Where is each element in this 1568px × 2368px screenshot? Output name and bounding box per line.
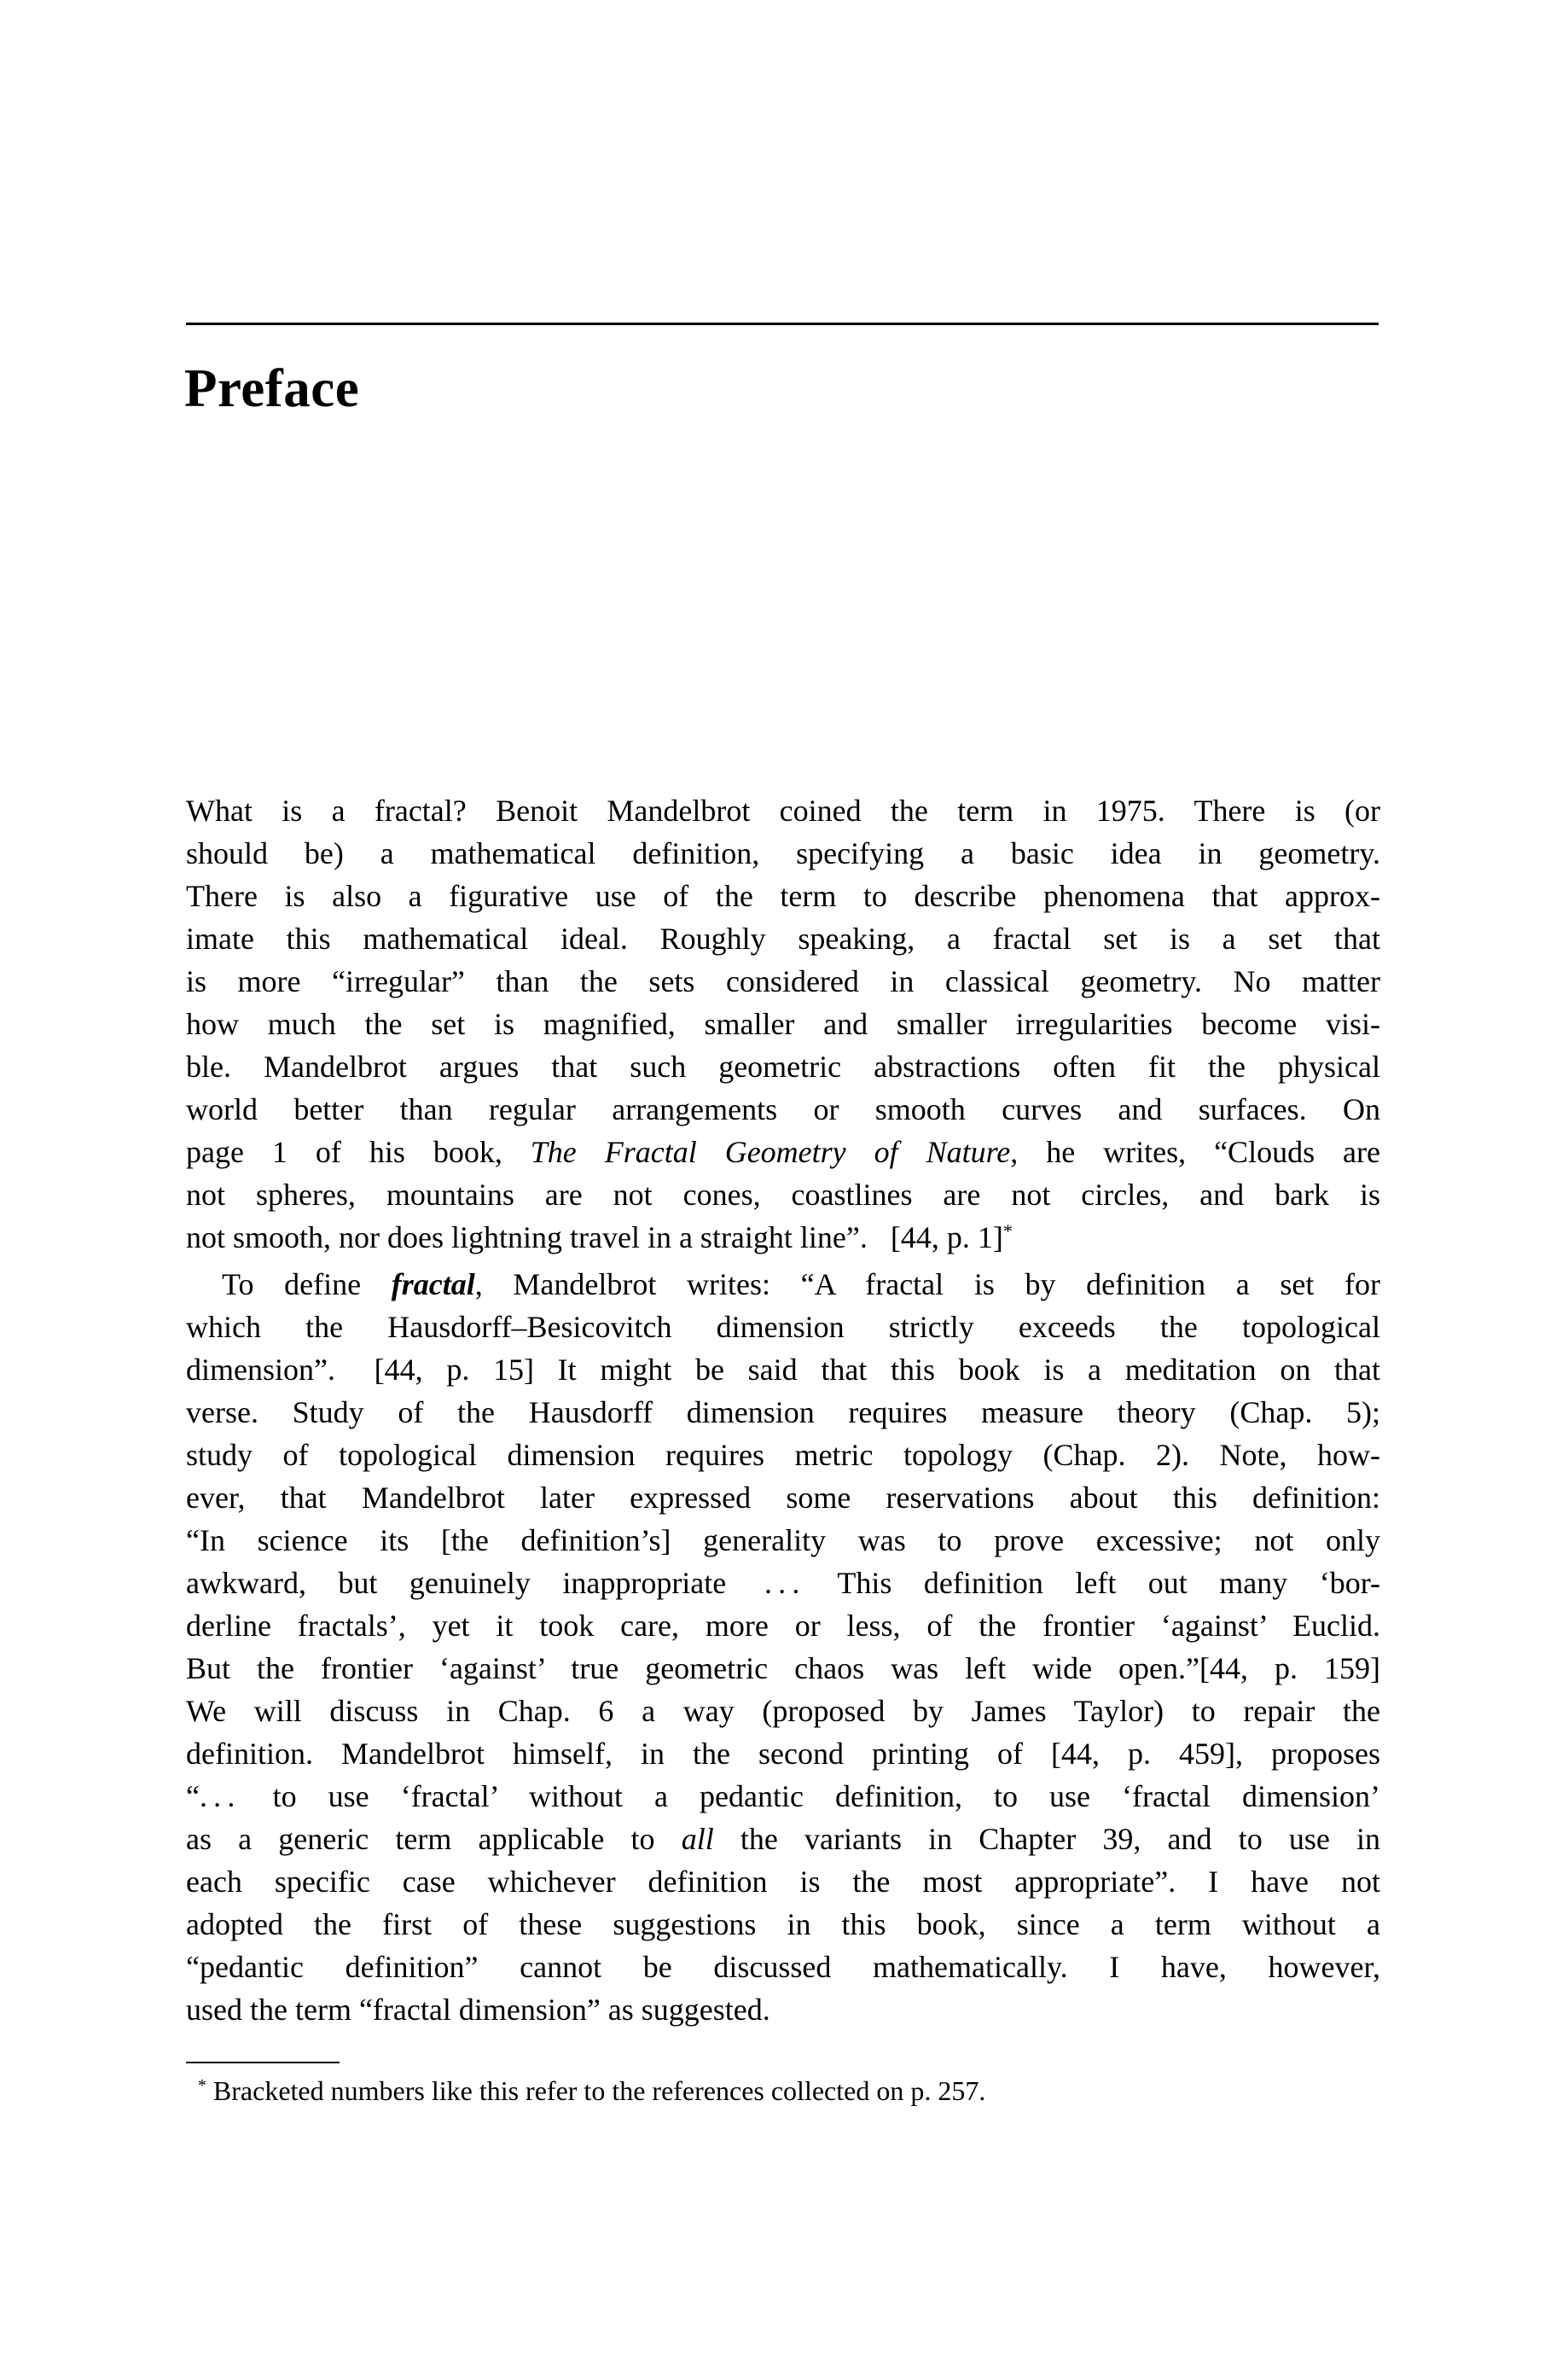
text-line: adopted the first of these suggestions in this book, since a term without a: [186, 1907, 1380, 1941]
text-line: What is a fractal? Benoit Mandelbrot coined the term in 1975. There is (or: [186, 794, 1380, 828]
text-line: * Bracketed numbers like this refer to the references collected on p. 257.: [198, 2075, 986, 2106]
text-line: dimension”. [44, p. 15] It might be said that this book is a meditation on that: [186, 1353, 1380, 1387]
page-title: Preface: [184, 358, 360, 418]
text-line: is more “irregular” than the sets considered in classical geometry. No matter: [186, 964, 1380, 998]
text-line: definition. Mandelbrot himself, in the second printing of [44, p. 459], proposes: [186, 1737, 1380, 1771]
text-line: ble. Mandelbrot argues that such geometric abstractions often fit the physical: [186, 1050, 1380, 1084]
paragraph: [186, 789, 1380, 1263]
text-line: not smooth, nor does lightning travel in a straight line”. [44, p. 1]*: [186, 1219, 1013, 1254]
text-line: We will discuss in Chap. 6 a way (proposed by James Taylor) to repair the: [186, 1694, 1380, 1728]
chapter-title-rule: [186, 323, 1379, 325]
text-line: But the frontier ‘against’ true geometric chaos was left wide open.”[44, p. 159]: [186, 1651, 1380, 1685]
text-line: should be) a mathematical definition, specifying a basic idea in geometry.: [186, 836, 1380, 870]
text-line: how much the set is magnified, smaller and smaller irregularities become visi-: [186, 1007, 1380, 1041]
text-line: “pedantic definition” cannot be discussed mathematically. I have, however,: [186, 1950, 1380, 1984]
text-line: each specific case whichever definition is the most appropriate”. I have not: [186, 1865, 1380, 1899]
text-line: derline fractals’, yet it took care, more or less, of the frontier ‘against’ Euclid.: [186, 1609, 1380, 1643]
body-paragraphs: [186, 789, 1380, 2031]
text-line: world better than regular arrangements or smooth curves and surfaces. On: [186, 1092, 1380, 1126]
text-line: “In science its [the definition’s] generality was to prove excessive; not only: [186, 1523, 1380, 1557]
text-line: awkward, but genuinely inappropriate . . . This definition left out many ‘bor-: [186, 1566, 1380, 1600]
footnote: [186, 2073, 1380, 2113]
text-line: There is also a figurative use of the term to describe phenomena that approx-: [186, 879, 1380, 913]
text-line: verse. Study of the Hausdorff dimension requires measure theory (Chap. 5);: [186, 1395, 1380, 1429]
text-line: as a generic term applicable to all the variants in Chapter 39, and to use in: [186, 1822, 1380, 1856]
text-line: used the term “fractal dimension” as suggested.: [186, 1993, 770, 2027]
paragraph: [186, 1263, 1380, 2031]
text-line: study of topological dimension requires metric topology (Chap. 2). Note, how-: [186, 1438, 1380, 1472]
text-line: not spheres, mountains are not cones, coastlines are not circles, and bark is: [186, 1178, 1380, 1212]
footnote-rule: [186, 2062, 340, 2063]
text-line: “. . . to use ‘fractal’ without a pedantic definition, to use ‘fractal dimension’: [186, 1779, 1380, 1813]
text-line: imate this mathematical ideal. Roughly speaking, a fractal set is a set that: [186, 922, 1380, 956]
text-line: which the Hausdorff–Besicovitch dimension strictly exceeds the topological: [186, 1310, 1380, 1344]
text-line: ever, that Mandelbrot later expressed some reservations about this definition:: [186, 1481, 1380, 1515]
text-line: To define fractal, Mandelbrot writes: “A fractal is by definition a set for: [222, 1267, 1380, 1301]
text-line: page 1 of his book, The Fractal Geometry of Nature, he writes, “Clouds are: [186, 1135, 1380, 1169]
